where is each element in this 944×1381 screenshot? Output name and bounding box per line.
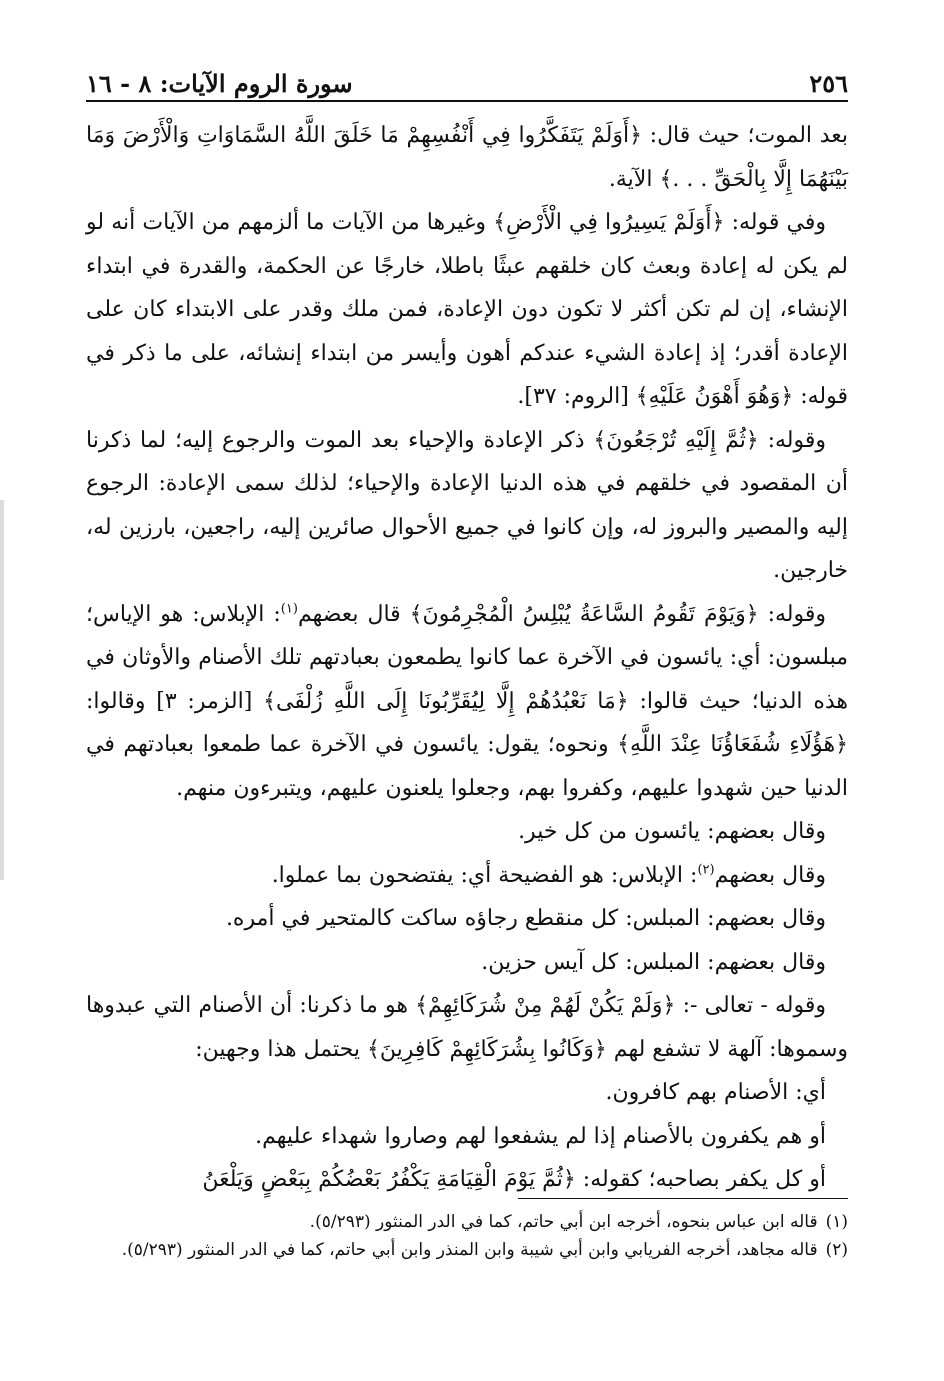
footnote-text: قاله مجاهد، أخرجه الفريابي وابن أبي شيبة وابن المنذر وابن أبي حاتم، كما في الدر المنثور (٥/٢٩٣). — [121, 1240, 818, 1260]
header-rule — [86, 100, 848, 102]
footnote-number: (١) — [825, 1212, 848, 1232]
paragraph-9: وقوله - تعالى -: ﴿وَلَمْ يَكُنْ لَهُمْ مِنْ شُرَكَائِهِمْ﴾ هو ما ذكرنا: أن الأصنام التي عبدوها وسموها: آلهة لا تشفع لهم ﴿وَكَانُوا بِشُرَكَائِهِمْ كَافِرِينَ﴾ يحتمل هذا وجهين: — [86, 993, 848, 1062]
footnote-text: قاله ابن عباس بنحوه، أخرجه ابن أبي حاتم، كما في الدر المنثور (٥/٢٩٣). — [309, 1212, 818, 1232]
paragraph-2: وفي قوله: ﴿أَوَلَمْ يَسِيرُوا فِي الْأَرْضِ﴾ وغيرها من الآيات ما ألزمهم من الآيات أنه لو لم يكن له إعادة وبعث كان خلقهم عبثًا باطلا، خارجًا عن الحكمة، والقدرة في ابتداء الإنشاء، إن لم تكن أكثر لا تكون دون الإعادة، فمن ملك وقدر على الابتداء كان على الإعادة أقدر؛ إذ إعادة الشيء عندكم أهون وأيسر من ابتداء إنشائه، على ما ذكر في قوله: ﴿وَهُوَ أَهْوَنُ عَلَيْهِ﴾ [الروم: ٣٧]. — [86, 210, 848, 409]
footnote-separator — [518, 1198, 848, 1199]
paragraph-8: وقال بعضهم: المبلس: كل آيس حزين. — [481, 949, 826, 975]
scan-edge-shadow — [0, 500, 4, 880]
page-header — [86, 58, 848, 98]
paragraph-1: بعد الموت؛ حيث قال: ﴿أَوَلَمْ يَتَفَكَّرُوا فِي أَنْفُسِهِمْ مَا خَلَقَ اللَّهُ السَّمَاوَاتِ وَالْأَرْضَ وَمَا بَيْنَهُمَا إِلَّا بِالْحَقِّ . . .﴾ الآية. — [86, 123, 848, 192]
paragraph-10: أي: الأصنام بهم كافرون. — [605, 1080, 826, 1105]
paragraph-6 — [86, 854, 848, 898]
footnote-2 — [86, 1236, 848, 1264]
paragraph-6-start: وقال بعضهم — [714, 862, 826, 888]
footnote-ref-1[interactable]: (١) — [280, 601, 298, 617]
paragraph-4-start: وقوله: ﴿وَيَوْمَ تَقُومُ السَّاعَةُ يُبْلِسُ الْمُجْرِمُونَ﴾ قال بعضهم — [297, 601, 827, 627]
paragraph-3: وقوله: ﴿ثُمَّ إِلَيْهِ تُرْجَعُونَ﴾ ذكر الإعادة والإحياء بعد الموت والرجوع إليه؛ لما ذكرنا أن المقصود في خلقهم في هذه الدنيا الإعادة والإحياء؛ لذلك سمى الإعادة: الرجوع إليه والمصير والبروز له، وإن كانوا في جميع الأحوال صائرين إليه، راجعين، بارزين له، خارجين. — [86, 427, 848, 583]
paragraph-6-rest: : الإبلاس: هو الفضيحة أي: يفتضحون بما عملوا. — [271, 862, 698, 888]
footnote-number: (٢) — [825, 1240, 848, 1260]
footnote-ref-2[interactable]: (٢) — [697, 862, 715, 878]
paragraph-5: وقال بعضهم: يائسون من كل خير. — [518, 819, 826, 844]
page-number: ٢٥٦ — [809, 69, 848, 98]
footnote-1 — [86, 1208, 848, 1236]
paragraph-4 — [86, 593, 848, 811]
footnotes — [86, 1208, 848, 1264]
paragraph-4-rest: : الإبلاس: هو الإياس؛ مبلسون: أي: يائسون في الآخرة عما كانوا يطمعون بعبادتهم تلك الأصنام والأوثان في هذه الدنيا؛ حيث قالوا: ﴿مَا نَعْبُدُهُمْ إِلَّا لِيُقَرِّبُونَا إِلَى اللَّهِ زُلْفَى﴾ [الزمر: ٣] وقالوا: ﴿هَؤُلَاءِ شُفَعَاؤُنَا عِنْدَ اللَّهِ﴾ ونحوه؛ يقول: يائسون في الآخرة عما طمعوا بعبادتهم في الدنيا حين شهدوا عليهم، وكفروا بهم، وجعلوا يلعنون عليهم، ويتبرءون منهم. — [86, 601, 848, 801]
paragraph-12: أو كل يكفر بصاحبه؛ كقوله: ﴿ثُمَّ يَوْمَ الْقِيَامَةِ يَكْفُرُ بَعْضُكُمْ بِبَعْضٍ وَيَلْعَنُ — [202, 1167, 826, 1192]
paragraph-11: أو هم يكفرون بالأصنام إذا لم يشفعوا لهم وصاروا شهداء عليهم. — [255, 1123, 826, 1149]
running-title: سورة الروم الآيات: ٨ - ١٦ — [86, 69, 353, 98]
paragraph-7: وقال بعضهم: المبلس: كل منقطع رجاؤه ساكت كالمتحير في أمره. — [225, 906, 826, 931]
main-text — [86, 114, 848, 1202]
